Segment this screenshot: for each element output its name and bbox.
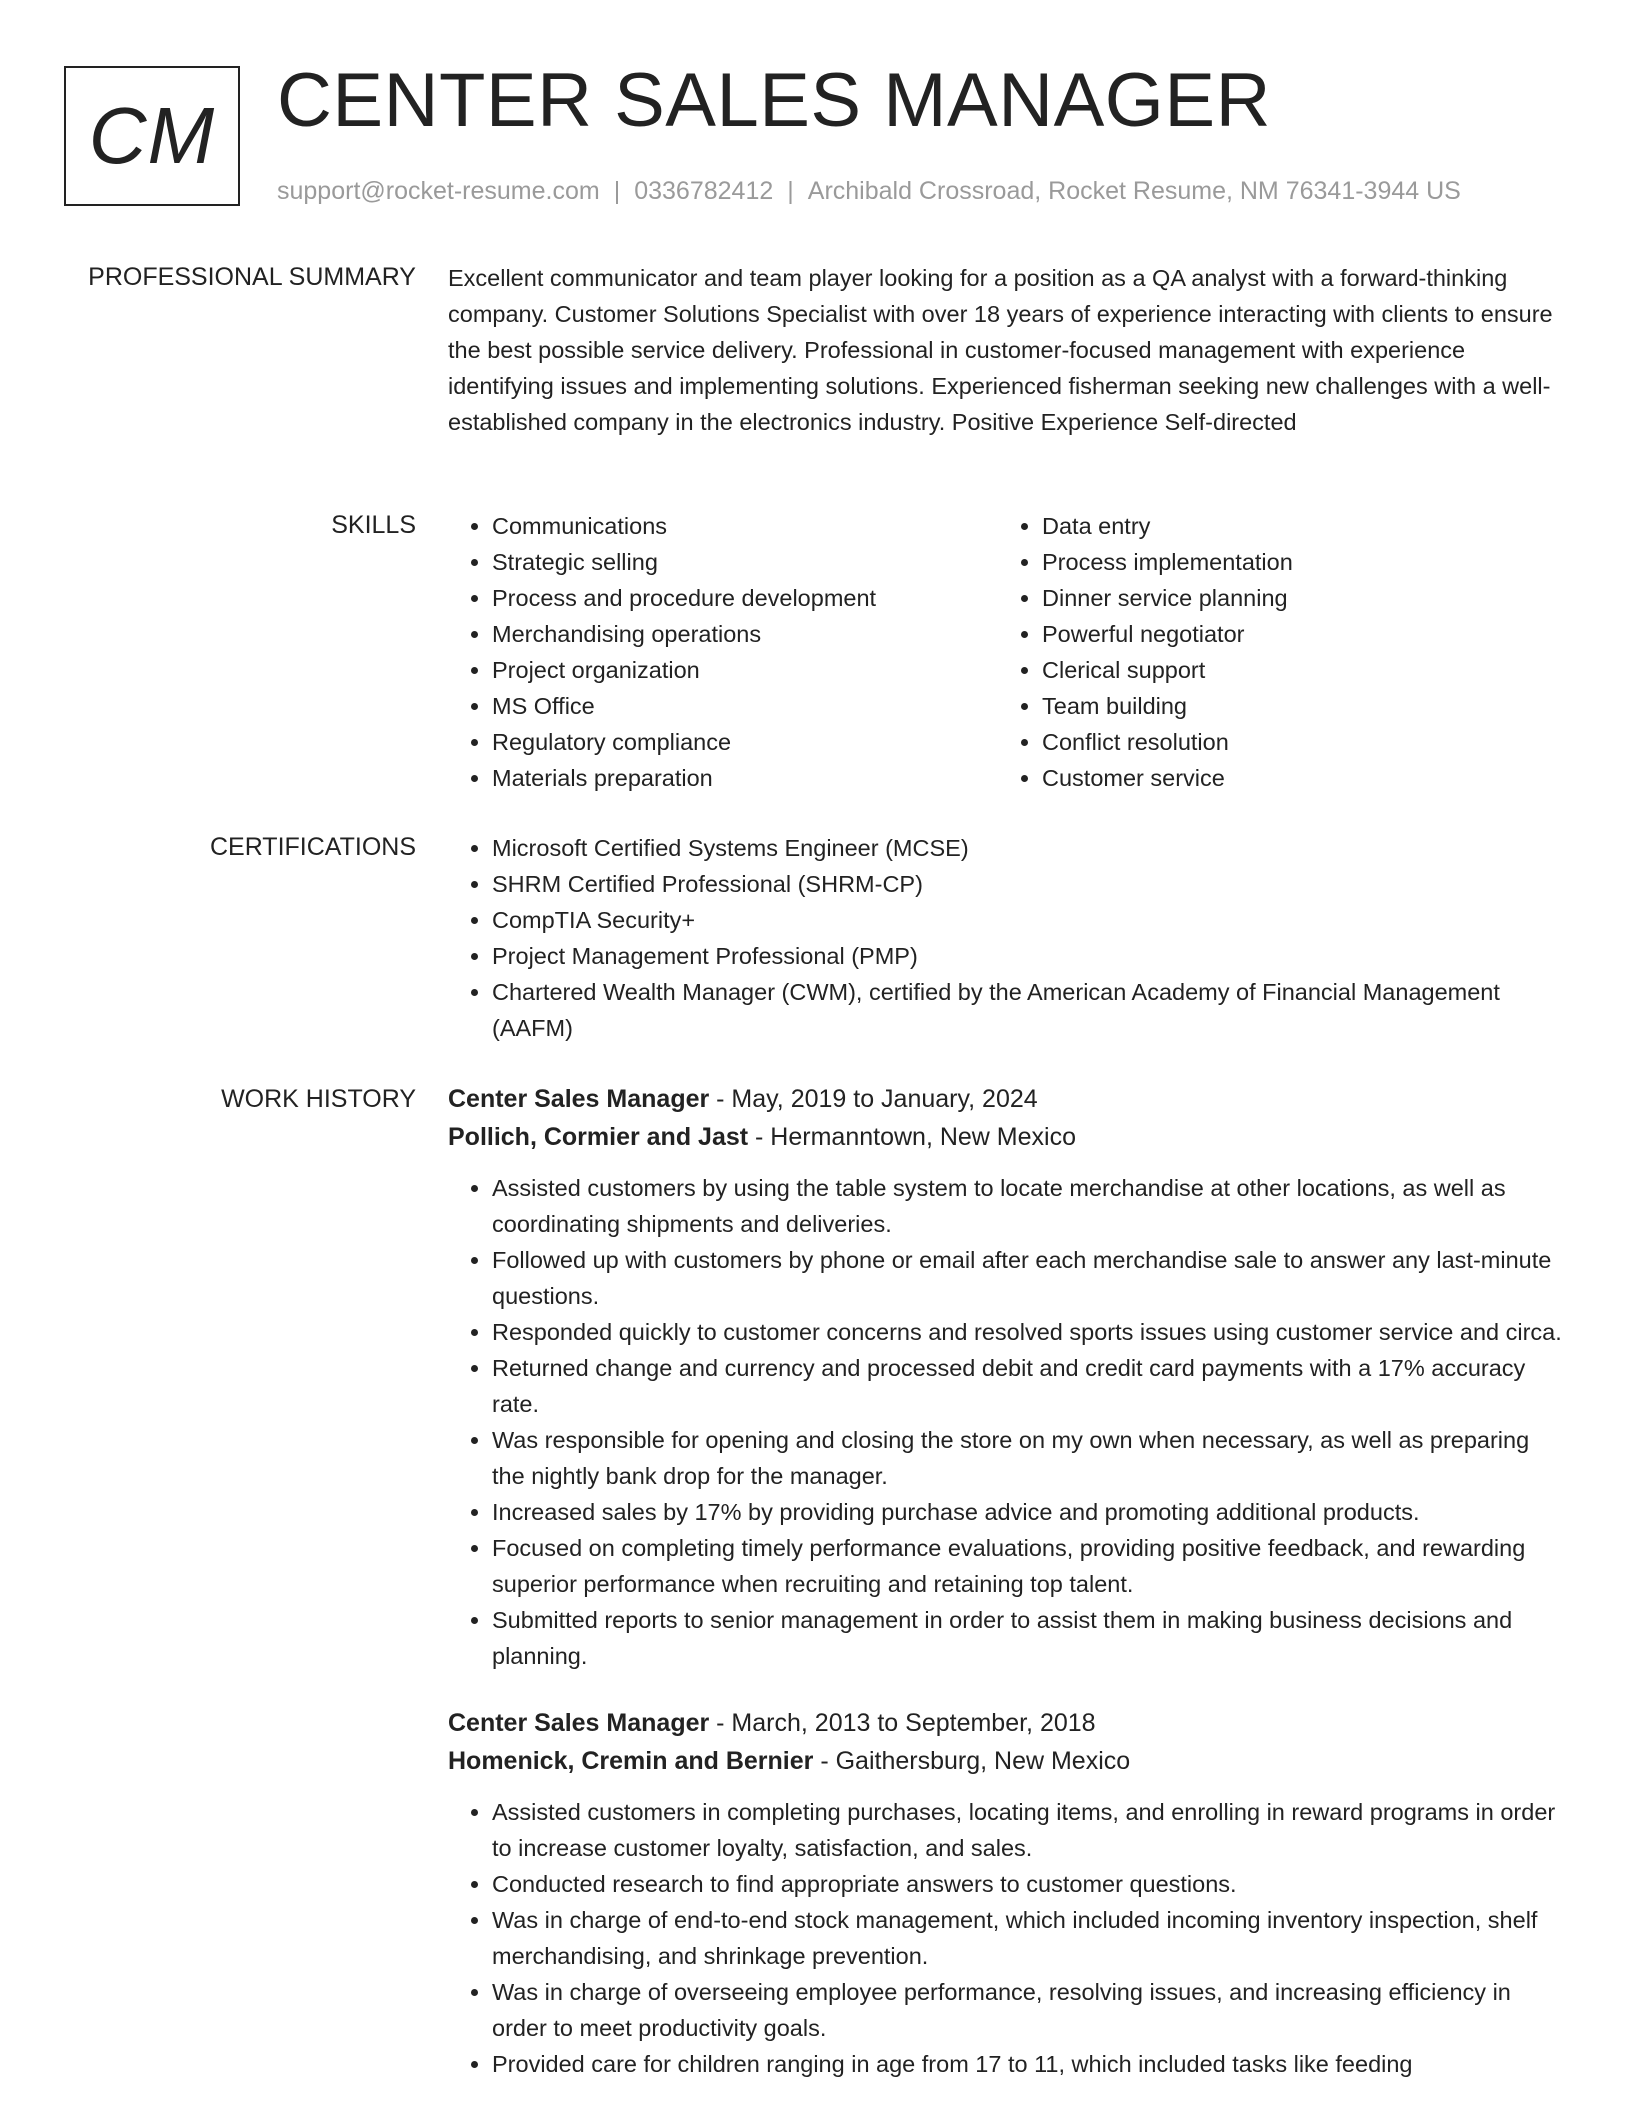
job-entry bbox=[448, 1080, 1568, 1674]
certification-item: • CompTIA Security+ bbox=[492, 902, 1568, 938]
summary-section bbox=[448, 260, 1568, 440]
initials: CM bbox=[88, 91, 216, 180]
job-title: Center Sales Manager bbox=[448, 1085, 710, 1113]
skill-item: • Project organization bbox=[492, 652, 998, 688]
job-duties-list bbox=[448, 1170, 1568, 1674]
job-title-line bbox=[448, 1704, 1568, 1742]
job-duty: • Followed up with customers by phone or email after each merchandise sale to answer any last-minute questions. bbox=[492, 1242, 1568, 1314]
summary-heading: PROFESSIONAL SUMMARY bbox=[88, 263, 416, 291]
job-company-line bbox=[448, 1742, 1568, 1780]
job-dates: - May, 2019 to January, 2024 bbox=[709, 1085, 1038, 1113]
work-history-section bbox=[448, 1080, 1568, 2112]
certification-item: • Chartered Wealth Manager (CWM), certified by the American Academy of Financial Management (AAFM) bbox=[492, 974, 1568, 1046]
job-entry bbox=[448, 1704, 1568, 2082]
job-duty: • Responded quickly to customer concerns and resolved sports issues using customer service and circa. bbox=[492, 1314, 1568, 1350]
job-duty: • Focused on completing timely performance evaluations, providing positive feedback, and rewarding superior performance when recruiting and retaining top talent. bbox=[492, 1530, 1568, 1602]
job-duty: • Conducted research to find appropriate answers to customer questions. bbox=[492, 1866, 1568, 1902]
skills-list-left bbox=[448, 508, 998, 796]
summary-text: Excellent communicator and team player looking for a position as a QA analyst with a forward-thinking company. Customer Solutions Specialist with over 18 years of experience interacting with clients to ensure the best possible service delivery. Professional in customer-focused management with experience identifying issues and implementing solutions. Experienced fisherman seeking new challenges with a well-established company in the electronics industry. Positive Experience Self-directed bbox=[448, 265, 1553, 435]
candidate-name: CENTER SALES MANAGER bbox=[277, 58, 1271, 143]
job-duties-list bbox=[448, 1794, 1568, 2082]
job-duty: • Assisted customers by using the table system to locate merchandise at other locations, as well as coordinating shipments and deliveries. bbox=[492, 1170, 1568, 1242]
skill-item: • Merchandising operations bbox=[492, 616, 998, 652]
skill-item: • Team building bbox=[1042, 688, 1548, 724]
skill-item: • Powerful negotiator bbox=[1042, 616, 1548, 652]
skill-item: • MS Office bbox=[492, 688, 998, 724]
skill-item: • Strategic selling bbox=[492, 544, 998, 580]
skill-item: • Process implementation bbox=[1042, 544, 1548, 580]
skill-item: • Dinner service planning bbox=[1042, 580, 1548, 616]
job-duty: • Submitted reports to senior management in order to assist them in making business decisions and planning. bbox=[492, 1602, 1568, 1674]
certification-item: • SHRM Certified Professional (SHRM-CP) bbox=[492, 866, 1568, 902]
job-duty: • Was in charge of end-to-end stock management, which included incoming inventory inspection, shelf merchandising, and shrinkage prevention. bbox=[492, 1902, 1568, 1974]
contact-separator: | bbox=[787, 177, 794, 205]
contact-phone[interactable]: 0336782412 bbox=[634, 177, 774, 205]
job-company: Pollich, Cormier and Jast bbox=[448, 1123, 749, 1151]
contact-separator: | bbox=[613, 177, 621, 205]
job-duty: • Was in charge of overseeing employee performance, resolving issues, and increasing efficiency in order to meet productivity goals. bbox=[492, 1974, 1568, 2046]
skills-heading: SKILLS bbox=[331, 511, 416, 539]
job-title-line bbox=[448, 1080, 1568, 1118]
contact-address: Archibald Crossroad, Rocket Resume, NM 76341-3944 US bbox=[807, 177, 1461, 205]
certifications-section bbox=[448, 830, 1568, 1046]
job-duty: • Returned change and currency and processed debit and credit card payments with a 17% accuracy rate. bbox=[492, 1350, 1568, 1422]
skill-item: • Regulatory compliance bbox=[492, 724, 998, 760]
job-location: - Hermanntown, New Mexico bbox=[748, 1123, 1076, 1151]
job-company-line bbox=[448, 1118, 1568, 1156]
job-duty: • Increased sales by 17% by providing purchase advice and promoting additional products. bbox=[492, 1494, 1568, 1530]
job-company: Homenick, Cremin and Bernier bbox=[448, 1747, 814, 1775]
contact-line bbox=[277, 174, 1461, 208]
skill-item: • Customer service bbox=[1042, 760, 1548, 796]
job-duty: • Provided care for children ranging in age from 17 to 11, which included tasks like feeding bbox=[492, 2046, 1568, 2082]
skill-item: • Data entry bbox=[1042, 508, 1548, 544]
certification-item: • Microsoft Certified Systems Engineer (MCSE) bbox=[492, 830, 1568, 866]
job-duty: • Assisted customers in completing purchases, locating items, and enrolling in reward programs in order to increase customer loyalty, satisfaction, and sales. bbox=[492, 1794, 1568, 1866]
skill-item: • Communications bbox=[492, 508, 998, 544]
skills-grid bbox=[448, 508, 1568, 796]
job-title: Center Sales Manager bbox=[448, 1709, 710, 1737]
monogram-badge bbox=[64, 66, 240, 206]
skill-item: • Materials preparation bbox=[492, 760, 998, 796]
certifications-list bbox=[448, 830, 1568, 1046]
job-location: - Gaithersburg, New Mexico bbox=[813, 1747, 1131, 1775]
skill-item: • Conflict resolution bbox=[1042, 724, 1548, 760]
skill-item: • Clerical support bbox=[1042, 652, 1548, 688]
work-history-heading: WORK HISTORY bbox=[221, 1085, 416, 1113]
skills-section bbox=[448, 508, 1568, 796]
job-dates: - March, 2013 to September, 2018 bbox=[709, 1709, 1096, 1737]
contact-email[interactable]: support@rocket-resume.com bbox=[277, 177, 600, 205]
certifications-heading: CERTIFICATIONS bbox=[209, 833, 416, 861]
skill-item: • Process and procedure development bbox=[492, 580, 998, 616]
certification-item: • Project Management Professional (PMP) bbox=[492, 938, 1568, 974]
job-duty: • Was responsible for opening and closing the store on my own when necessary, as well as preparing the nightly bank drop for the manager. bbox=[492, 1422, 1568, 1494]
skills-list-right bbox=[998, 508, 1548, 796]
